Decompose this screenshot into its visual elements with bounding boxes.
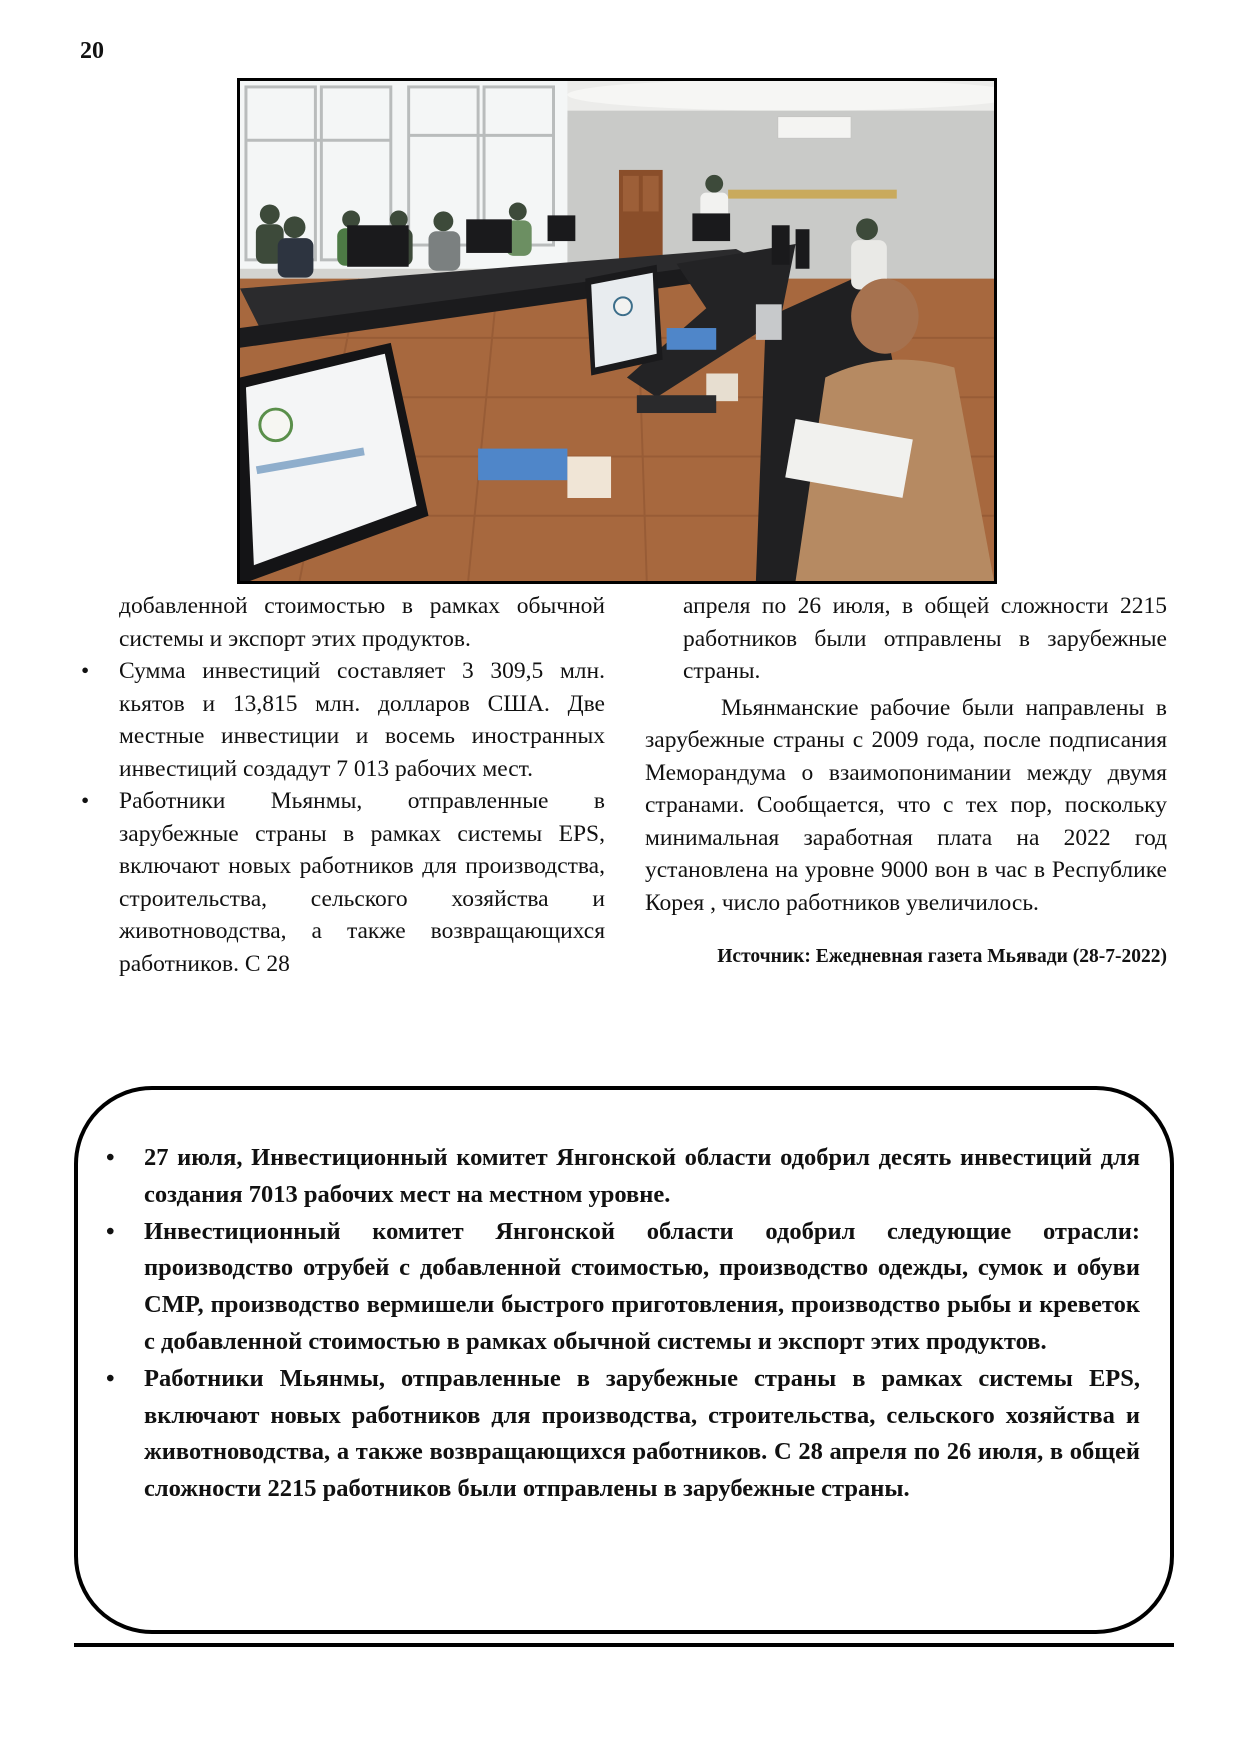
meeting-photo: [237, 78, 997, 584]
left-continuation-text: добавленной стоимостью в рамках обычной системы и экспорт этих продуктов.: [119, 593, 605, 652]
right-paragraph: Мьянманские рабочие были направлены в зарубежные страны с 2009 года, после подписания Меморандума о взаимопонимании между двумя странами. Сообщается, что с тех пор, поскольку минимальная заработная плата на 2022 год установлена на уровне 9000 вон в час в Республике Корея , число работников увеличилось.: [645, 694, 1167, 916]
left-bullet-list: [78, 655, 605, 980]
summary-item: • Инвестиционный комитет Янгонской области одобрил следующие отрасли: производство отрубей с добавленной стоимостью, производство одежды, сумок и обуви CMP, производство вермишели быстрого приготовления, производство рыбы и креветок с добавленной стоимостью в рамках обычной системы и экспорт этих продуктов.: [104, 1214, 1140, 1361]
left-column: [78, 590, 605, 980]
list-item: • Работники Мьянмы, отправленные в зарубежные страны в рамках системы EPS, включают новых работников для производства, строительства, сельского хозяйства и животноводства, а также возвращающихся работников. С 28: [78, 785, 605, 980]
summary-bullet-list: [104, 1140, 1140, 1508]
list-item: • Сумма инвестиций составляет 3 309,5 млн. кьятов и 13,815 млн. долларов США. Две местные инвестиции и восемь иностранных инвестиций создадут 7 013 рабочих мест.: [78, 655, 605, 785]
meeting-room-illustration: [240, 81, 994, 581]
page-number: 20: [80, 38, 104, 64]
summary-item: • Работники Мьянмы, отправленные в зарубежные страны в рамках системы EPS, включают новых работников для производства, строительства, сельского хозяйства и животноводства, а также возвращающихся работников. С 28 апреля по 26 июля, в общей сложности 2215 работников были отправлены в зарубежные страны.: [104, 1361, 1140, 1508]
source-citation: Источник: Ежедневная газета Мьявади (28-7-2022): [717, 946, 1167, 967]
bottom-divider: [74, 1643, 1174, 1647]
right-continuation-text: апреля по 26 июля, в общей сложности 2215 работников были отправлены в зарубежные страны.: [683, 593, 1167, 684]
summary-item: • 27 июля, Инвестиционный комитет Янгонской области одобрил десять инвестиций для создания 7013 рабочих мест на местном уровне.: [104, 1140, 1140, 1214]
right-column: [645, 590, 1167, 974]
summary-box: [74, 1086, 1174, 1634]
